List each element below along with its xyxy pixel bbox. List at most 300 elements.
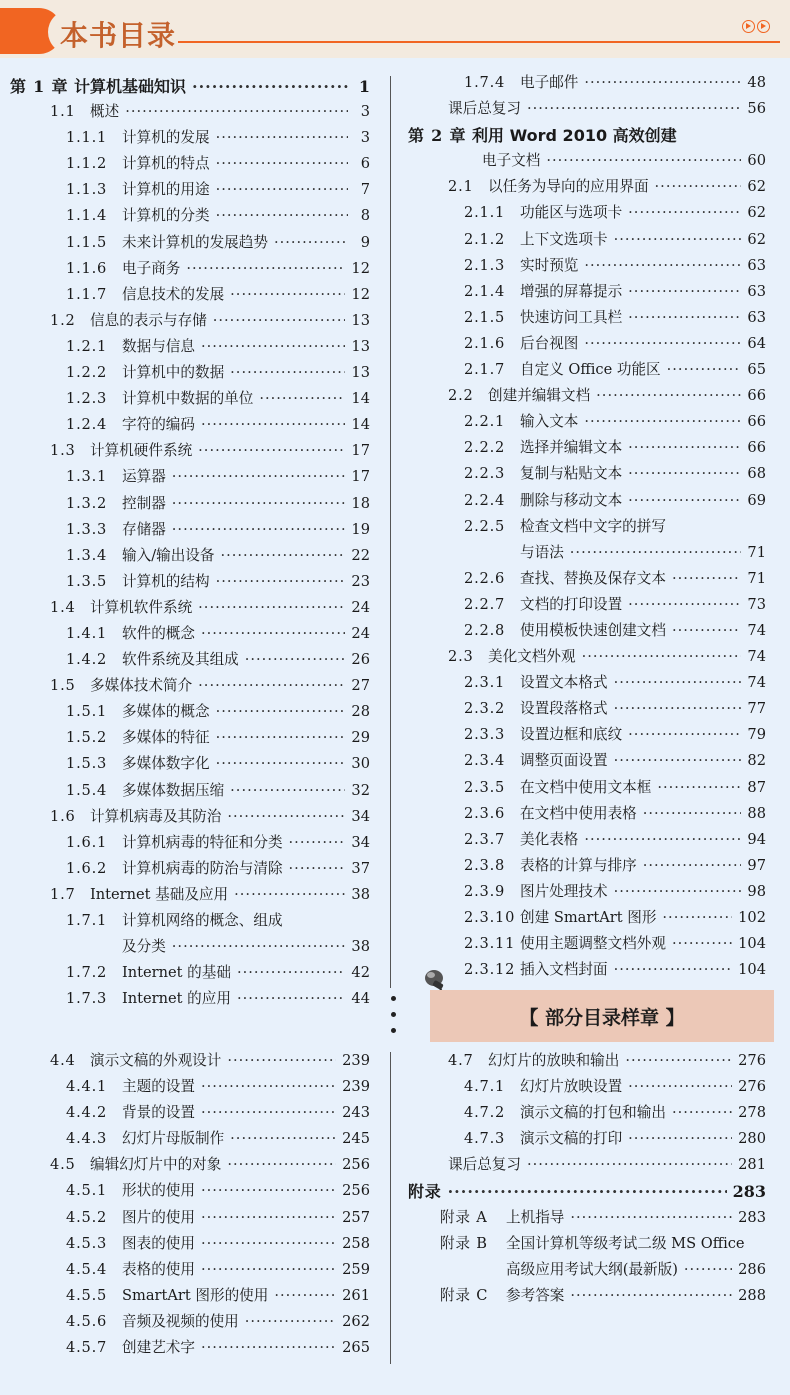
toc-entry [10, 1258, 370, 1284]
page-number: 18 [351, 494, 370, 512]
page-number: 71 [747, 569, 766, 587]
entry-title: 增强的屏幕提示 [520, 282, 623, 300]
toc-entry [408, 149, 766, 175]
entry-title: 在文档中使用表格 [520, 804, 637, 822]
toc-entry [408, 776, 766, 802]
entry-number: 2.3.5 [464, 778, 506, 796]
entry-number: 附录 B [440, 1234, 488, 1252]
page-number: 82 [747, 752, 766, 770]
dot-leader [672, 622, 741, 639]
page-number: 17 [351, 468, 370, 486]
toc-left-bottom [10, 1049, 370, 1362]
page-number: 3 [360, 103, 370, 121]
page-number: 276 [738, 1052, 766, 1069]
page-number: 22 [351, 546, 370, 564]
entry-title: 图片的使用 [122, 1208, 195, 1226]
dot-leader [546, 152, 741, 169]
dot-leader [584, 335, 741, 352]
entry-number: 1.5.3 [66, 755, 108, 773]
entry-title: 字符的编码 [122, 416, 195, 434]
dot-leader [216, 573, 346, 590]
page-number: 14 [351, 390, 370, 408]
entry-number: 1.3.1 [66, 468, 108, 486]
toc-entry [408, 749, 766, 775]
entry-title: 计算机的发展 [122, 129, 210, 147]
page-number: 6 [360, 155, 370, 173]
page-number: 30 [351, 755, 370, 773]
entry-number: 2.3.11 [464, 935, 516, 953]
page-number: 63 [747, 282, 766, 300]
toc-entry [408, 358, 766, 384]
page-number: 104 [738, 935, 766, 953]
toc-entry [408, 462, 766, 488]
dot-leader [198, 599, 345, 616]
entry-title: 表格的使用 [122, 1260, 195, 1278]
entry-title: 功能区与选项卡 [520, 204, 623, 222]
toc-entry [10, 752, 370, 778]
entry-number: 1.1.3 [66, 181, 108, 199]
page-number: 74 [747, 674, 766, 692]
toc-entry [408, 384, 766, 410]
entry-title: 在文档中使用文本框 [520, 778, 652, 796]
page-number: 245 [342, 1130, 370, 1148]
entry-title: 上下文选项卡 [520, 230, 608, 248]
toc-entry [408, 541, 766, 567]
toc-entry [10, 544, 370, 570]
entry-number: 2.1.6 [464, 334, 506, 352]
toc-entry [408, 932, 766, 958]
dot-leader [213, 312, 346, 329]
toc-entry [10, 439, 370, 465]
entry-title: 软件系统及其组成 [122, 651, 239, 669]
dot-leader [643, 857, 742, 874]
page-number: 281 [738, 1156, 766, 1174]
dot-leader [289, 834, 346, 851]
page-number: 66 [747, 439, 766, 457]
page-number: 239 [342, 1052, 370, 1069]
toc-entry [10, 465, 370, 491]
toc-entry [408, 489, 766, 515]
page-number: 62 [747, 204, 766, 222]
entry-title: 输入文本 [520, 413, 579, 431]
entry-title: 计算机的分类 [122, 207, 210, 225]
page-number: 87 [747, 778, 766, 796]
entry-number: 2.2.2 [464, 439, 506, 457]
dot-leader [655, 178, 742, 195]
dot-leader [527, 1156, 732, 1173]
entry-title: 形状的使用 [122, 1182, 195, 1200]
toc-entry [408, 1232, 766, 1258]
entry-title: 美化表格 [520, 830, 579, 848]
entry-number: 2.1.2 [464, 230, 506, 248]
entry-number: 2.3.12 [464, 961, 516, 979]
next-arrows[interactable] [742, 20, 770, 33]
toc-entry [408, 436, 766, 462]
ellipsis-dot [391, 1012, 396, 1017]
toc-entry [10, 857, 370, 883]
page-number: 38 [351, 885, 370, 903]
entry-title: 使用主题调整文档外观 [520, 935, 666, 953]
dot-leader [245, 651, 346, 668]
entry-number: 4.4 [50, 1052, 76, 1069]
page-number: 97 [747, 856, 766, 874]
entry-number: 2.2.1 [464, 413, 506, 431]
page-number: 7 [360, 181, 370, 199]
entry-title: 参考答案 [506, 1286, 565, 1304]
toc-entry [408, 1179, 766, 1205]
dot-leader [201, 1104, 336, 1121]
dot-leader [172, 495, 346, 512]
page-number: 280 [738, 1130, 766, 1148]
dot-leader [584, 74, 741, 91]
page-number: 68 [747, 465, 766, 483]
toc-entry [408, 1153, 766, 1179]
entry-number: 1.1 [50, 103, 76, 121]
entry-number: 1.3 [50, 442, 76, 460]
entry-title: 多媒体数据压缩 [122, 781, 225, 799]
entry-number: 1.6.1 [66, 833, 108, 851]
page-number: 34 [351, 807, 370, 825]
entry-title: 多媒体的特征 [122, 729, 210, 747]
entry-title: Internet 的应用 [122, 990, 231, 1008]
entry-number: 4.5.5 [66, 1286, 108, 1304]
entry-title: 使用模板快速创建文档 [520, 621, 666, 639]
page-number: 14 [351, 416, 370, 434]
entry-number: 第 2 章 [408, 126, 467, 146]
dot-leader [625, 1052, 732, 1069]
entry-number: 2.3.1 [464, 674, 506, 692]
dot-leader [192, 77, 348, 96]
entry-number: 2.3.4 [464, 752, 506, 770]
toc-entry [408, 97, 766, 123]
page-header [0, 0, 790, 58]
toc-entry [10, 1127, 370, 1153]
entry-number: 2.2.8 [464, 621, 506, 639]
page-number: 283 [738, 1208, 766, 1226]
dot-leader [614, 752, 742, 769]
toc-entry [10, 909, 370, 935]
entry-number: 1.1.4 [66, 207, 108, 225]
page-number: 63 [747, 308, 766, 326]
entry-title: 检查文档中文字的拼写 [520, 517, 666, 535]
dot-leader [227, 808, 345, 825]
entry-title: 插入文档封面 [520, 961, 608, 979]
dot-leader [289, 860, 346, 877]
entry-title: 创建 SmartArt 图形 [520, 909, 657, 926]
page-number: 243 [342, 1104, 370, 1122]
page-number: 63 [747, 256, 766, 274]
entry-title: 多媒体的概念 [122, 703, 210, 721]
entry-title: 幻灯片的放映和输出 [488, 1052, 620, 1069]
entry-number: 4.4.2 [66, 1104, 108, 1122]
entry-title: Internet 基础及应用 [90, 885, 229, 903]
page-number: 239 [342, 1078, 370, 1096]
page-number: 74 [747, 621, 766, 639]
dot-leader [234, 886, 345, 903]
page-number: 48 [747, 74, 766, 91]
dot-leader [628, 465, 741, 482]
entry-title: 计算机的特点 [122, 155, 210, 173]
toc-entry [408, 175, 766, 201]
page-number: 12 [351, 285, 370, 303]
entry-number: 2.2.4 [464, 491, 506, 509]
entry-number: 1.1.7 [66, 285, 108, 303]
entry-title: 主题的设置 [122, 1078, 195, 1096]
toc-entry [10, 283, 370, 309]
entry-title: 电子邮件 [520, 74, 579, 91]
dot-leader [527, 100, 741, 117]
entry-title: 及分类 [122, 938, 166, 956]
entry-title: 计算机病毒及其防治 [90, 807, 222, 825]
dot-leader [201, 1339, 336, 1356]
page-number: 26 [351, 651, 370, 669]
entry-number: 4.5.3 [66, 1234, 108, 1252]
entry-number: 4.5 [50, 1156, 76, 1174]
entry-title: 多媒体数字化 [122, 755, 210, 773]
page-number: 258 [342, 1234, 370, 1252]
entry-title: 图表的使用 [122, 1234, 195, 1252]
entry-title: 课后总复习 [448, 1156, 521, 1174]
dot-leader [198, 677, 345, 694]
entry-title: 实时预览 [520, 256, 579, 274]
toc-entry [408, 306, 766, 332]
dot-leader [657, 779, 741, 796]
page-number: 88 [747, 804, 766, 822]
sample-chapter-banner: 【 部分目录样章 】 [430, 990, 774, 1042]
dot-leader [672, 1104, 732, 1121]
toc-entry [408, 1075, 766, 1101]
toc-entry [408, 619, 766, 645]
entry-title: 音频及视频的使用 [122, 1312, 239, 1330]
page-number: 8 [360, 207, 370, 225]
toc-entry [10, 335, 370, 361]
entry-number: 2.1.3 [464, 256, 506, 274]
page-number: 69 [747, 491, 766, 509]
dot-leader [672, 570, 741, 587]
toc-entry [408, 1127, 766, 1153]
entry-number: 1.4 [50, 598, 76, 616]
toc-entry [408, 671, 766, 697]
page-number: 256 [342, 1156, 370, 1174]
entry-number: 1.4.2 [66, 651, 108, 669]
toc-entry [10, 1336, 370, 1362]
page-number: 65 [747, 361, 766, 379]
dot-leader [662, 909, 732, 926]
toc-entry [408, 1258, 766, 1284]
column-divider [390, 1052, 391, 1364]
page-number: 13 [351, 337, 370, 355]
entry-title: 幻灯片放映设置 [520, 1078, 623, 1096]
entry-number: 1.2.2 [66, 364, 108, 382]
page-number: 9 [360, 233, 370, 251]
entry-title: 编辑幻灯片中的对象 [90, 1156, 222, 1174]
dot-leader [628, 726, 741, 743]
entry-title: 幻灯片母版制作 [122, 1130, 225, 1148]
toc-entry [10, 1232, 370, 1258]
dot-leader [628, 204, 741, 221]
dot-leader [628, 439, 741, 456]
arrow-right-icon [757, 20, 770, 33]
toc-entry [408, 828, 766, 854]
toc-entry [10, 178, 370, 204]
dot-leader [186, 260, 345, 277]
toc-entry [408, 201, 766, 227]
entry-title: 计算机软件系统 [90, 598, 193, 616]
page-number: 24 [351, 598, 370, 616]
entry-number: 1.4.1 [66, 624, 108, 642]
dot-leader [628, 492, 741, 509]
dot-leader [628, 283, 741, 300]
entry-title: 自定义 Office 功能区 [520, 361, 661, 379]
entry-title: 创建并编辑文档 [488, 387, 591, 405]
page-number: 66 [747, 387, 766, 405]
toc-entry [10, 648, 370, 674]
dot-leader [643, 805, 742, 822]
entry-title: 设置边框和底纹 [520, 726, 623, 744]
entry-number: 4.5.7 [66, 1339, 108, 1357]
toc-entry [408, 1284, 766, 1310]
dot-leader [230, 1130, 336, 1147]
entry-number: 1.7.4 [464, 74, 506, 91]
dot-leader [274, 1287, 336, 1304]
entry-title: 计算机的结构 [122, 572, 210, 590]
entry-title: 表格的计算与排序 [520, 856, 637, 874]
toc-entry [10, 492, 370, 518]
toc-entry [10, 518, 370, 544]
page-number: 42 [351, 964, 370, 982]
entry-number: 2.3.6 [464, 804, 506, 822]
dot-leader [582, 648, 742, 665]
entry-title: 软件的概念 [122, 624, 195, 642]
page-number: 102 [738, 909, 766, 926]
entry-number: 2.2 [448, 387, 474, 405]
toc-entry [408, 567, 766, 593]
dot-leader [230, 782, 345, 799]
toc-entry [408, 123, 766, 149]
dot-leader [614, 700, 742, 717]
dot-leader [201, 416, 345, 433]
entry-number: 2.2.7 [464, 595, 506, 613]
entry-title: 电子商务 [122, 259, 181, 277]
entry-title: 创建艺术字 [122, 1339, 195, 1357]
dot-leader [227, 1156, 336, 1173]
entry-number: 1.7 [50, 885, 76, 903]
entry-title: 信息的表示与存储 [90, 311, 207, 329]
dot-leader [596, 387, 741, 404]
page-number: 60 [747, 152, 766, 170]
entry-number: 1.1.5 [66, 233, 108, 251]
page-number: 38 [351, 938, 370, 956]
entry-number: 4.4.1 [66, 1078, 108, 1096]
dot-leader [614, 231, 742, 248]
toc-entry [408, 593, 766, 619]
toc-entry [10, 622, 370, 648]
entry-number: 1.5.1 [66, 703, 108, 721]
toc-entry [408, 906, 766, 932]
dot-leader [672, 935, 732, 952]
entry-number: 2.3.2 [464, 700, 506, 718]
page-number: 256 [342, 1182, 370, 1200]
entry-title: 控制器 [122, 494, 166, 512]
entry-number: 2.3.7 [464, 830, 506, 848]
toc-entry [10, 204, 370, 230]
toc-entry [408, 958, 766, 984]
entry-number: 1.1.2 [66, 155, 108, 173]
entry-number: 1.5 [50, 677, 76, 695]
dot-leader [614, 961, 733, 978]
entry-number: 1.5.2 [66, 729, 108, 747]
toc-entry [10, 805, 370, 831]
arrow-right-icon [742, 20, 755, 33]
dot-leader [201, 625, 345, 642]
toc-entry [10, 831, 370, 857]
dot-leader [570, 1209, 732, 1226]
entry-title: 电子文档 [482, 152, 541, 170]
entry-number: 4.5.6 [66, 1312, 108, 1330]
toc-entry [10, 257, 370, 283]
entry-title: 图片处理技术 [520, 882, 608, 900]
entry-number: 1.3.4 [66, 546, 108, 564]
page-number: 1 [358, 77, 370, 96]
toc-entry [10, 961, 370, 987]
toc-right-top [408, 71, 766, 984]
toc-entry [408, 71, 766, 97]
toc-entry [10, 361, 370, 387]
entry-number: 1.6.2 [66, 859, 108, 877]
entry-title: 后台视图 [520, 334, 579, 352]
entry-number: 1.3.2 [66, 494, 108, 512]
toc-entry [10, 1284, 370, 1310]
dot-leader [230, 286, 345, 303]
dot-leader [584, 257, 741, 274]
dot-leader [216, 729, 346, 746]
entry-title: 以任务为导向的应用界面 [488, 178, 649, 196]
entry-number: 4.5.2 [66, 1208, 108, 1226]
page-number: 27 [351, 677, 370, 695]
entry-title: 运算器 [122, 468, 166, 486]
dot-leader [237, 964, 345, 981]
dot-leader [216, 755, 346, 772]
dot-leader [667, 361, 742, 378]
dot-leader [216, 129, 348, 146]
entry-title: 利用 Word 2010 高效创建 [472, 126, 677, 146]
toc-left-top [10, 74, 370, 1013]
dot-leader [628, 1078, 732, 1095]
toc-entry [408, 1049, 766, 1075]
entry-title: 计算机病毒的防治与清除 [122, 859, 283, 877]
toc-entry [10, 726, 370, 752]
page-number: 17 [351, 442, 370, 460]
dot-leader [227, 1052, 336, 1069]
toc-entry [10, 1206, 370, 1232]
entry-title: 计算机病毒的特征和分类 [122, 833, 283, 851]
page-number: 13 [351, 311, 370, 329]
toc-entry [10, 1075, 370, 1101]
toc-entry [10, 74, 370, 100]
dot-leader [216, 155, 348, 172]
dot-leader [614, 674, 742, 691]
entry-title: 存储器 [122, 520, 166, 538]
entry-number: 2.3.8 [464, 856, 506, 874]
page-number: 104 [738, 961, 766, 979]
page-number: 28 [351, 703, 370, 721]
dot-leader [172, 521, 346, 538]
entry-title: 计算机中的数据 [122, 364, 225, 382]
page-number: 257 [342, 1208, 370, 1226]
column-divider [390, 76, 391, 988]
page-number: 64 [747, 334, 766, 352]
entry-title: 快速访问工具栏 [520, 308, 623, 326]
